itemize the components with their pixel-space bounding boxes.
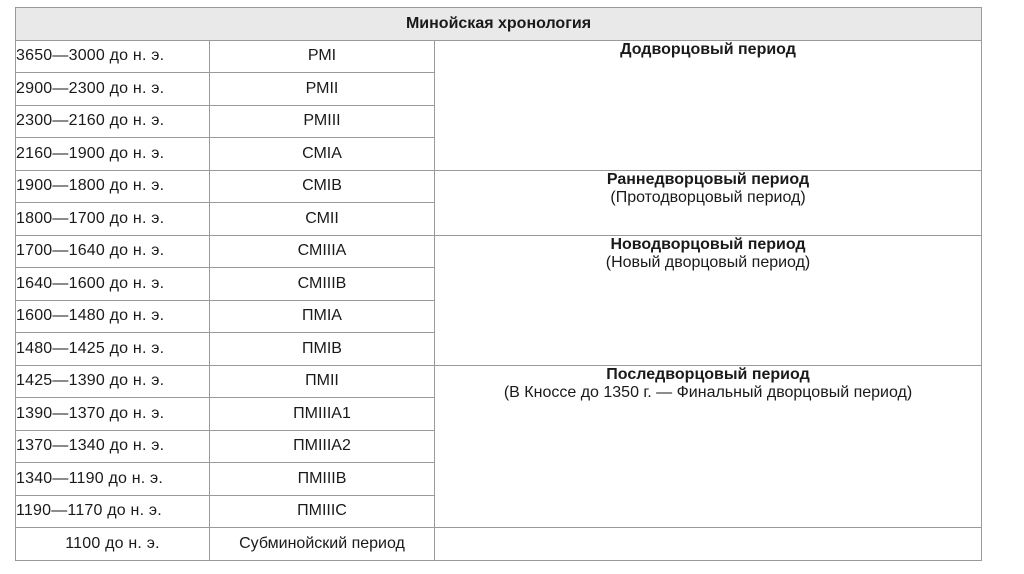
date-cell: 1800—1700 до н. э. — [16, 203, 210, 236]
date-cell: 1480—1425 до н. э. — [16, 333, 210, 366]
table-row — [16, 365, 982, 398]
phase-cell: ПМIIIB — [210, 463, 435, 496]
date-cell: 1100 до н. э. — [16, 528, 210, 561]
table-row — [16, 40, 982, 73]
table-title: Минойская хронология — [16, 8, 982, 41]
date-cell: 3650—3000 до н. э. — [16, 40, 210, 73]
minoan-chronology-table — [15, 7, 982, 561]
phase-cell: РМIII — [210, 105, 435, 138]
phase-cell: СМIB — [210, 170, 435, 203]
table-row — [16, 528, 982, 561]
empty-cell — [435, 528, 982, 561]
date-cell: 2900—2300 до н. э. — [16, 73, 210, 106]
date-cell: 1425—1390 до н. э. — [16, 365, 210, 398]
date-cell: 1600—1480 до н. э. — [16, 300, 210, 333]
period-name: Додворцовый период — [620, 40, 796, 58]
phase-cell: ПМIIIA1 — [210, 398, 435, 431]
phase-cell: ПМIA — [210, 300, 435, 333]
phase-cell: ПМIB — [210, 333, 435, 366]
date-cell: 1340—1190 до н. э. — [16, 463, 210, 496]
period-name: Последворцовый период — [606, 365, 810, 383]
period-cell-prepalatial — [435, 40, 982, 170]
phase-cell: СМIIIA — [210, 235, 435, 268]
period-subtitle: (Протодворцовый период) — [610, 188, 806, 206]
phase-cell: Субминойский период — [210, 528, 435, 561]
date-cell: 2300—2160 до н. э. — [16, 105, 210, 138]
phase-cell: СМII — [210, 203, 435, 236]
period-name: Новодворцовый период — [610, 235, 806, 253]
period-subtitle: (В Кноссе до 1350 г. — Финальный дворцовый период) — [503, 383, 913, 401]
date-cell: 1640—1600 до н. э. — [16, 268, 210, 301]
date-cell: 1900—1800 до н. э. — [16, 170, 210, 203]
period-name: Раннедворцовый период — [606, 170, 810, 188]
phase-cell: СМIA — [210, 138, 435, 171]
phase-cell: ПМIIIC — [210, 495, 435, 528]
phase-cell: РМI — [210, 40, 435, 73]
date-cell: 1700—1640 до н. э. — [16, 235, 210, 268]
date-cell: 2160—1900 до н. э. — [16, 138, 210, 171]
table-header-row — [16, 8, 982, 41]
date-cell: 1190—1170 до н. э. — [16, 495, 210, 528]
date-cell: 1390—1370 до н. э. — [16, 398, 210, 431]
table-row — [16, 235, 982, 268]
phase-cell: РМII — [210, 73, 435, 106]
phase-cell: ПМII — [210, 365, 435, 398]
period-subtitle: (Новый дворцовый период) — [605, 253, 811, 271]
phase-cell: ПМIIIA2 — [210, 430, 435, 463]
period-cell-neopalatial — [435, 235, 982, 365]
period-cell-protopalatial — [435, 170, 982, 235]
date-cell: 1370—1340 до н. э. — [16, 430, 210, 463]
phase-cell: СМIIIB — [210, 268, 435, 301]
table-row — [16, 170, 982, 203]
period-cell-postpalatial — [435, 365, 982, 528]
